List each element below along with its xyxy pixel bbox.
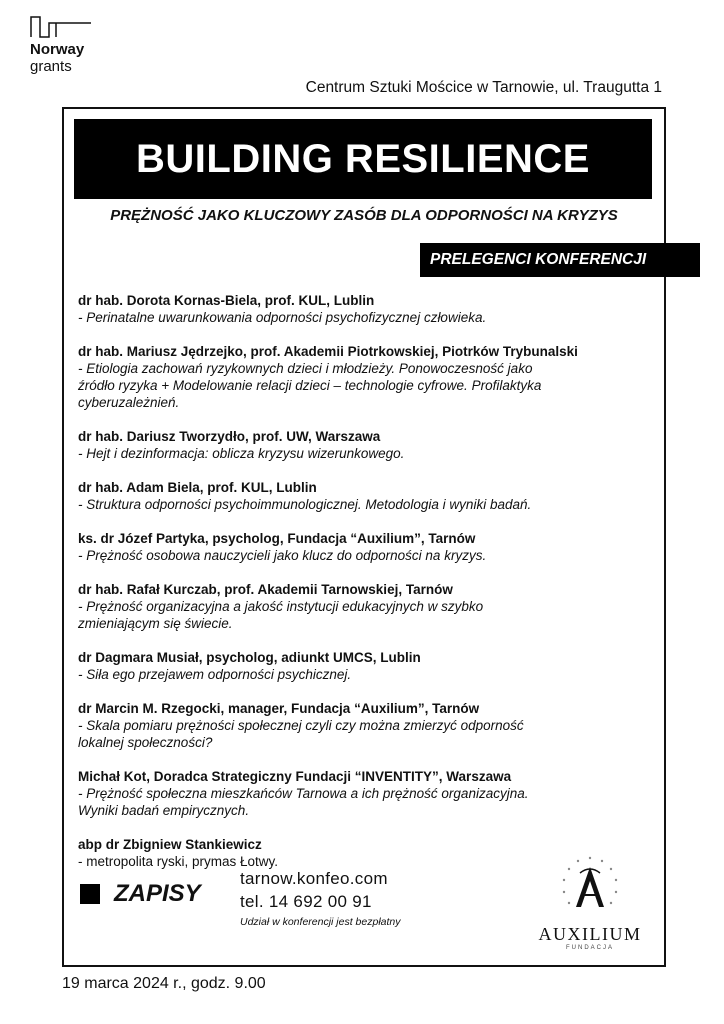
logo-brand: Norway: [30, 41, 85, 58]
speaker-item: [78, 428, 658, 462]
organizer-sub: FUNDACJA: [565, 945, 614, 951]
speaker-topic: zmieniającym się świecie.: [78, 616, 233, 631]
registration-text: ZAPISY: [114, 880, 201, 907]
auxilium-emblem-icon: [558, 855, 622, 917]
registration-website[interactable]: tarnow.konfeo.com: [240, 869, 388, 888]
poster-title: BUILDING RESILIENCE: [74, 119, 652, 199]
speaker-name: Michał Kot, Doradca Strategiczny Fundacji “INVENTITY”, Warszawa: [78, 769, 512, 784]
speaker-topic: lokalnej społeczności?: [78, 735, 213, 750]
speaker-list: [78, 292, 658, 887]
square-bullet-icon: [80, 884, 100, 904]
speaker-item: [78, 649, 658, 683]
speaker-item: [78, 343, 658, 411]
speaker-item: [78, 768, 658, 819]
poster-frame: [62, 107, 666, 967]
norway-grants-icon: [30, 16, 92, 38]
speaker-name: dr Marcin M. Rzegocki, manager, Fundacja “Auxilium”, Tarnów: [78, 701, 480, 716]
organizer-name: AUXILIUM: [538, 924, 642, 944]
speaker-item: [78, 479, 658, 513]
speaker-topic: - Perinatalne uwarunkowania odporności psychofizycznej człowieka.: [78, 310, 487, 325]
speaker-topic: - Prężność organizacyjna a jakość instytucji edukacyjnych w szybko: [78, 599, 484, 614]
speaker-topic: Wyniki badań empirycznych.: [78, 803, 250, 818]
speaker-item: [78, 700, 658, 751]
auxilium-logo: [530, 855, 650, 951]
speaker-name: dr hab. Mariusz Jędrzejko, prof. Akademii Piotrkowskiej, Piotrków Trybunalski: [78, 344, 578, 359]
speaker-name: dr Dagmara Musiał, psycholog, adiunkt UMCS, Lublin: [78, 650, 421, 665]
speaker-topic: cyberuzależnień.: [78, 395, 180, 410]
speaker-topic: źródło ryzyka + Modelowanie relacji dzieci – technologie cyfrowe. Profilaktyka: [78, 378, 542, 393]
registration-note: Udział w konferencji jest bezpłatny: [240, 916, 401, 928]
norway-grants-logo: [30, 16, 92, 75]
logo-sub: grants: [30, 58, 72, 75]
speaker-item: [78, 292, 658, 326]
speakers-heading: PRELEGENCI KONFERENCJI: [420, 243, 700, 277]
registration-phone[interactable]: tel. 14 692 00 91: [240, 892, 372, 911]
speaker-topic: - Prężność społeczna mieszkańców Tarnowa a ich prężność organizacyjna.: [78, 786, 529, 801]
speaker-name: abp dr Zbigniew Stankiewicz: [78, 837, 262, 852]
speaker-topic: - Skala pomiaru prężności społecznej czyli czy można zmierzyć odporność: [78, 718, 524, 733]
speaker-topic: - Hejt i dezinformacja: oblicza kryzysu wizerunkowego.: [78, 446, 405, 461]
speaker-topic: - Struktura odporności psychoimmunologicznej. Metodologia i wyniki badań.: [78, 497, 532, 512]
venue-address: Centrum Sztuki Mościce w Tarnowie, ul. Traugutta 1: [305, 79, 662, 96]
speaker-item: [78, 581, 658, 632]
speaker-topic: - Etiologia zachowań ryzykownych dzieci i młodzieży. Ponowoczesność jako: [78, 361, 533, 376]
speaker-name: dr hab. Adam Biela, prof. KUL, Lublin: [78, 480, 317, 495]
speaker-name: dr hab. Rafał Kurczab, prof. Akademii Tarnowskiej, Tarnów: [78, 582, 453, 597]
speaker-topic: - metropolita ryski, prymas Łotwy.: [78, 854, 279, 869]
speaker-item: [78, 530, 658, 564]
speaker-topic: - Siła ego przejawem odporności psychicznej.: [78, 667, 352, 682]
speaker-topic: - Prężność osobowa nauczycieli jako klucz do odporności na kryzys.: [78, 548, 487, 563]
speaker-name: ks. dr Józef Partyka, psycholog, Fundacja “Auxilium”, Tarnów: [78, 531, 476, 546]
speaker-name: dr hab. Dorota Kornas-Biela, prof. KUL, Lublin: [78, 293, 375, 308]
registration-contact: [240, 867, 401, 928]
registration-label: [80, 880, 201, 908]
poster-subtitle: PRĘŻNOŚĆ JAKO KLUCZOWY ZASÓB DLA ODPORNOŚCI NA KRYZYS: [110, 207, 618, 224]
speaker-name: dr hab. Dariusz Tworzydło, prof. UW, Warszawa: [78, 429, 381, 444]
event-date: 19 marca 2024 r., godz. 9.00: [62, 975, 266, 992]
